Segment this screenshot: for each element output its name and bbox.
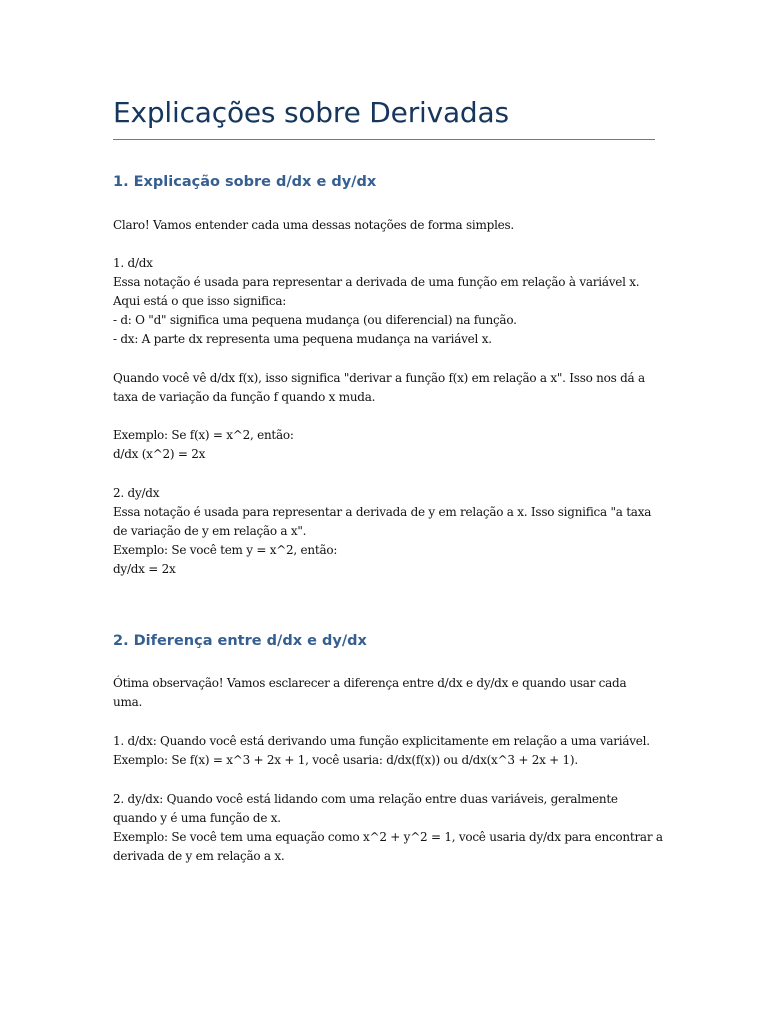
paragraph-line: taxa de variação da função f quando x muda. (113, 390, 376, 404)
section2-heading: 2. Diferença entre d/dx e dy/dx (113, 633, 367, 649)
paragraph-line: d/dx (x^2) = 2x (113, 447, 206, 461)
paragraph-line: 1. d/dx (113, 256, 153, 270)
section1-intro (113, 216, 655, 235)
paragraph-line: Ótima observação! Vamos esclarecer a diferença entre d/dx e dy/dx e quando usar cada (113, 676, 627, 690)
dydx-point (113, 790, 663, 866)
paragraph-line: Aqui está o que isso significa: (113, 294, 287, 308)
ddx-explanation (113, 254, 655, 349)
paragraph-line: Exemplo: Se f(x) = x^2, então: (113, 428, 294, 442)
ddx-point (113, 732, 655, 770)
paragraph-line: - d: O "d" significa uma pequena mudança (ou diferencial) na função. (113, 313, 517, 327)
paragraph-line: derivada de y em relação a x. (113, 849, 285, 863)
paragraph-line: Exemplo: Se você tem uma equação como x^2 + y^2 = 1, você usaria dy/dx para encontrar a (113, 830, 663, 844)
paragraph-line: 2. dy/dx: Quando você está lidando com uma relação entre duas variáveis, geralmente (113, 792, 618, 806)
ddx-example (113, 426, 655, 464)
paragraph-line: Quando você vê d/dx f(x), isso significa "derivar a função f(x) em relação a x". Isso nos dá a (113, 371, 645, 385)
title-underline (113, 139, 655, 140)
paragraph-line: Exemplo: Se f(x) = x^3 + 2x + 1, você usaria: d/dx(f(x)) ou d/dx(x^3 + 2x + 1). (113, 753, 578, 767)
paragraph-line: de variação de y em relação a x". (113, 524, 307, 538)
section2-intro (113, 674, 655, 712)
paragraph-line: uma. (113, 695, 143, 709)
paragraph-line: - dx: A parte dx representa uma pequena mudança na variável x. (113, 332, 492, 346)
ddx-usage-paragraph (113, 369, 655, 407)
document-title: Explicações sobre Derivadas (113, 96, 509, 129)
paragraph-line: dy/dx = 2x (113, 562, 176, 576)
paragraph-line: quando y é uma função de x. (113, 811, 281, 825)
dydx-explanation (113, 484, 655, 579)
paragraph-line: 2. dy/dx (113, 486, 160, 500)
paragraph-line: Essa notação é usada para representar a derivada de uma função em relação à variável x. (113, 275, 640, 289)
paragraph-line: Claro! Vamos entender cada uma dessas notações de forma simples. (113, 218, 514, 232)
paragraph-line: 1. d/dx: Quando você está derivando uma função explicitamente em relação a uma variável. (113, 734, 650, 748)
paragraph-line: Essa notação é usada para representar a derivada de y em relação a x. Isso significa "a taxa (113, 505, 652, 519)
section1-heading: 1. Explicação sobre d/dx e dy/dx (113, 174, 377, 190)
paragraph-line: Exemplo: Se você tem y = x^2, então: (113, 543, 338, 557)
